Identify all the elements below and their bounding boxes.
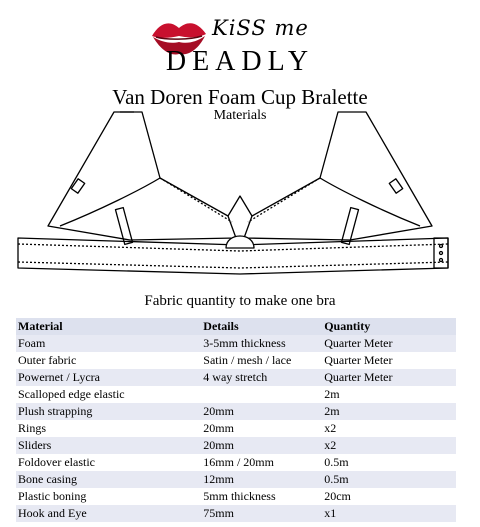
table-row bbox=[16, 335, 456, 352]
details-cell: 20mm bbox=[203, 438, 234, 452]
table-row bbox=[16, 369, 456, 386]
material-cell: Scalloped edge elastic bbox=[18, 387, 125, 401]
quantity-cell: 20cm bbox=[324, 489, 351, 503]
quantity-cell: x1 bbox=[324, 506, 337, 520]
material-cell: Sliders bbox=[18, 438, 52, 452]
brand-script: KiSS me bbox=[212, 16, 309, 40]
table-row bbox=[16, 488, 456, 505]
table-row bbox=[16, 437, 456, 454]
quantity-cell: Quarter Meter bbox=[324, 353, 393, 367]
header-details: Details bbox=[203, 319, 239, 333]
material-cell: Hook and Eye bbox=[18, 506, 87, 520]
table-row bbox=[16, 454, 456, 471]
table-header-row bbox=[16, 318, 456, 335]
quantity-cell: 2m bbox=[324, 387, 340, 401]
quantity-cell: x2 bbox=[324, 421, 337, 435]
brand-logo bbox=[0, 10, 480, 80]
material-cell: Plush strapping bbox=[18, 404, 93, 418]
quantity-cell: Quarter Meter bbox=[324, 370, 393, 384]
quantity-cell: 2m bbox=[324, 404, 340, 418]
material-cell: Foam bbox=[18, 336, 46, 350]
materials-table bbox=[16, 318, 456, 522]
details-cell: 16mm / 20mm bbox=[203, 455, 274, 469]
table-row bbox=[16, 420, 456, 437]
table-row bbox=[16, 471, 456, 488]
details-cell: 12mm bbox=[203, 472, 234, 486]
material-cell: Foldover elastic bbox=[18, 455, 95, 469]
header-quantity: Quantity bbox=[324, 319, 371, 333]
header-material: Material bbox=[18, 319, 63, 333]
quantity-cell: 0.5m bbox=[324, 472, 349, 486]
quantity-cell: x2 bbox=[324, 438, 337, 452]
fabric-heading: Fabric quantity to make one bra bbox=[144, 293, 336, 309]
quantity-cell: 0.5m bbox=[324, 455, 349, 469]
material-cell: Bone casing bbox=[18, 472, 77, 486]
table-row bbox=[16, 505, 456, 522]
details-cell: Satin / mesh / lace bbox=[203, 353, 292, 367]
material-cell: Powernet / Lycra bbox=[18, 370, 100, 384]
table-row bbox=[16, 403, 456, 420]
details-cell: 5mm thickness bbox=[203, 489, 276, 503]
details-cell: 3-5mm thickness bbox=[203, 336, 286, 350]
material-cell: Rings bbox=[18, 421, 47, 435]
details-cell: 20mm bbox=[203, 404, 234, 418]
quantity-cell: Quarter Meter bbox=[324, 336, 393, 350]
table-row bbox=[16, 352, 456, 369]
details-cell: 75mm bbox=[203, 506, 234, 520]
bra-drawing bbox=[0, 108, 480, 280]
page-title: Van Doren Foam Cup Bralette bbox=[112, 85, 368, 109]
details-cell: 20mm bbox=[203, 421, 234, 435]
material-cell: Plastic boning bbox=[18, 489, 87, 503]
details-cell bbox=[201, 386, 322, 403]
page-subtitle: Materials bbox=[213, 108, 267, 123]
table-row bbox=[16, 386, 456, 403]
brand-wordmark: DEADLY bbox=[165, 46, 315, 77]
details-cell: 4 way stretch bbox=[203, 370, 268, 384]
material-cell: Outer fabric bbox=[18, 353, 77, 367]
